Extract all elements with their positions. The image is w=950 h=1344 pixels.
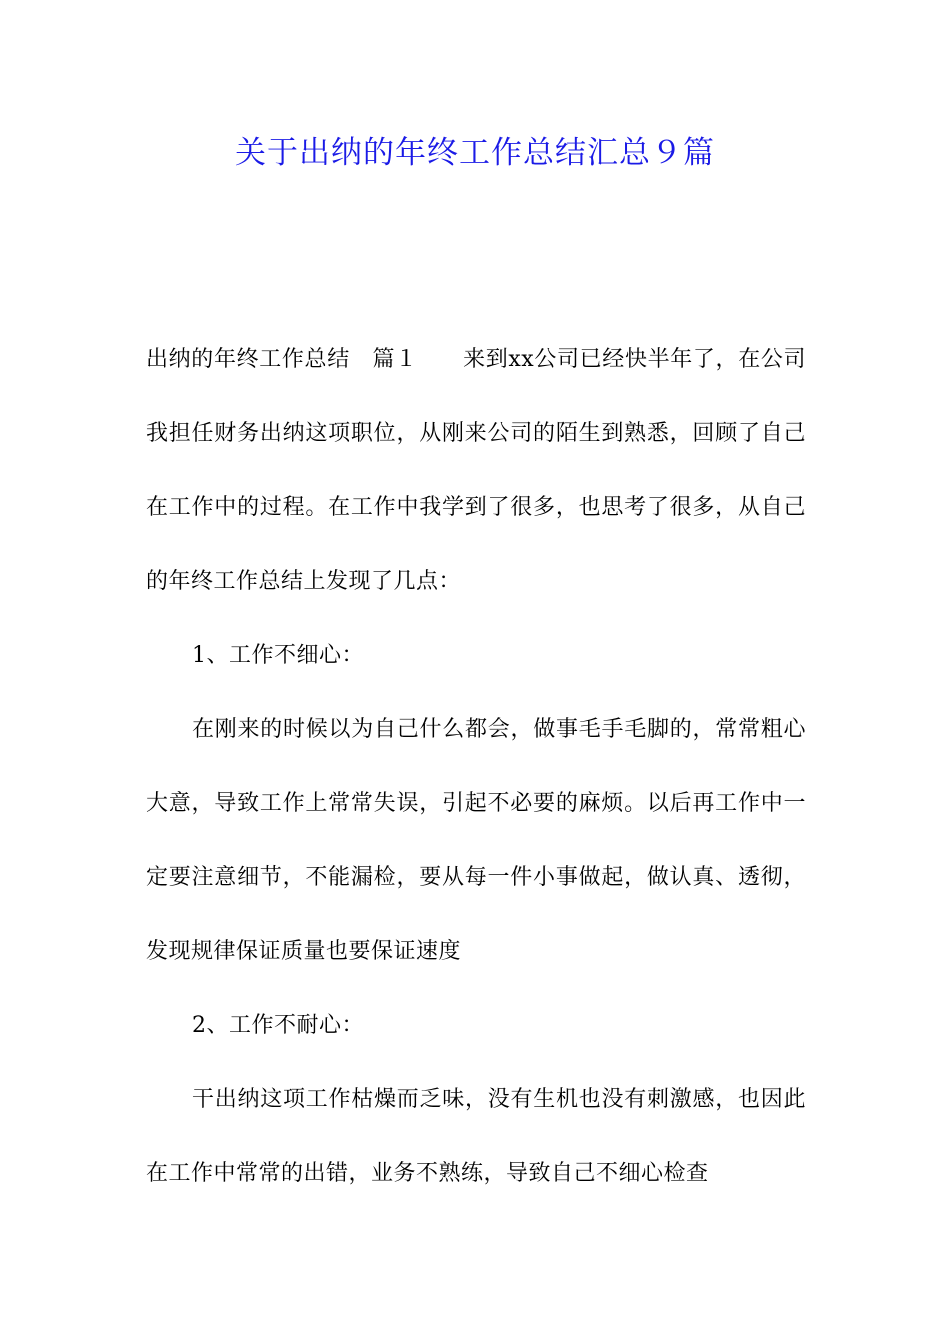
section-paragraph-1: 在刚来的时候以为自己什么都会，做事毛手毛脚的，常常粗心大意，导致工作上常常失误，引起不必要的麻烦。以后再工作中一定要注意细节，不能漏检，要从每一件小事做起，做认真、透彻，发现规律保证质量也要保证速度 — [146, 717, 806, 964]
section-heading-1: 1、工作不细心： — [192, 643, 364, 668]
intro-paragraph: 出纳的年终工作总结 篇１ 来到xx公司已经快半年了，在公司我担任财务出纳这项职位，从刚来公司的陌生到熟悉，回顾了自己在工作中的过程。在工作中我学到了很多，也思考了很多，从自己的年终工作总结上发现了几点： — [146, 347, 806, 594]
document-title: 关于出纳的年终工作总结汇总９篇 — [235, 135, 715, 171]
document-body — [146, 323, 806, 1211]
section-heading-2: 2、工作不耐心： — [192, 1013, 364, 1038]
section-paragraph-2: 干出纳这项工作枯燥而乏味，没有生机也没有刺激感，也因此在工作中常常的出错，业务不熟练，导致自己不细心检查 — [146, 1087, 806, 1186]
